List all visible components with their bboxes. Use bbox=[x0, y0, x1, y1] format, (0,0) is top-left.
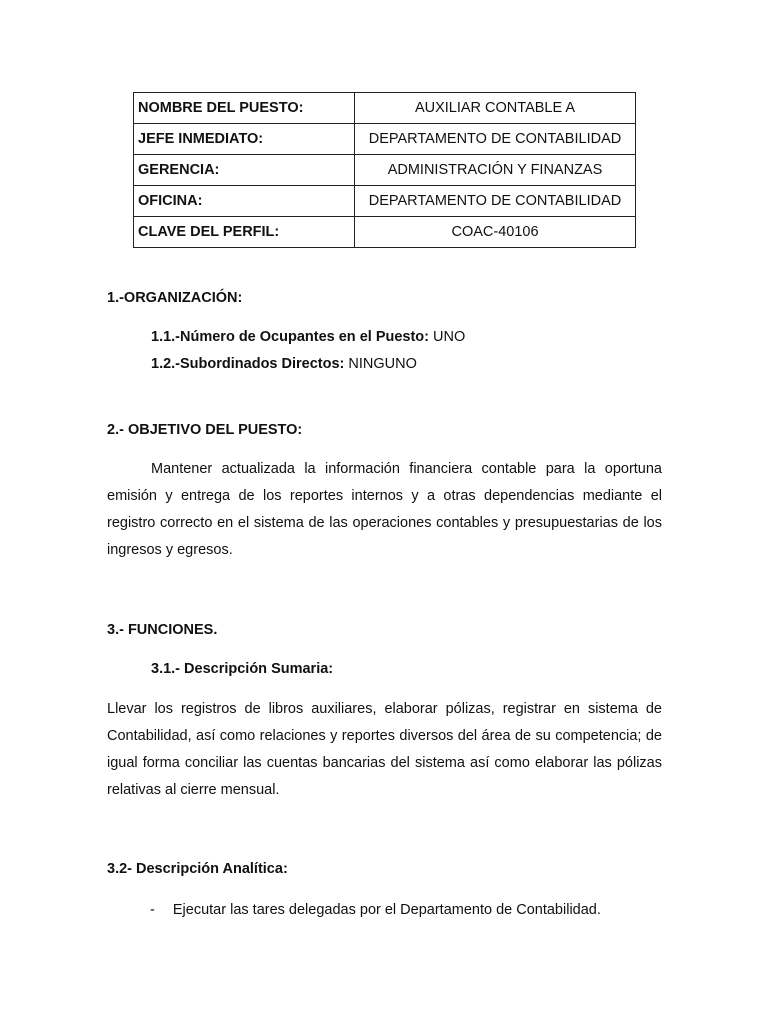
table-row bbox=[134, 124, 636, 155]
table-value-cell: ADMINISTRACIÓN Y FINANZAS bbox=[355, 155, 636, 186]
section-heading-organizacion: 1.-ORGANIZACIÓN: bbox=[107, 290, 243, 306]
summary-paragraph: Llevar los registros de libros auxiliares, elaborar pólizas, registrar en sistema de Contabilidad, así como relaciones y reportes diversos del área de su competencia; de igual forma conciliar las cuentas bancarias del sistema así como elaborar las pólizas relativas al cierre mensual. bbox=[107, 701, 662, 798]
table-label-cell: JEFE INMEDIATO: bbox=[134, 124, 355, 155]
subordinates-line bbox=[151, 356, 417, 372]
job-profile-table bbox=[133, 92, 636, 248]
subordinates-label: 1.2.-Subordinados Directos: bbox=[151, 356, 345, 372]
table-row bbox=[134, 217, 636, 248]
subsection-heading-sumaria: 3.1.- Descripción Sumaria: bbox=[151, 661, 334, 677]
objective-paragraph: Mantener actualizada la información financiera contable para la oportuna emisión y entrega de los reportes internos y a otras dependencias mediante el registro correcto en el sistema de las operaciones contables y presupuestarias de los ingresos y egresos. bbox=[107, 461, 662, 558]
list-bullet-dash: - bbox=[150, 902, 155, 918]
occupants-value: UNO bbox=[429, 329, 466, 345]
table-row bbox=[134, 186, 636, 217]
occupants-line bbox=[151, 329, 465, 345]
table-value-cell: DEPARTAMENTO DE CONTABILIDAD bbox=[355, 124, 636, 155]
section-heading-funciones: 3.- FUNCIONES. bbox=[107, 622, 218, 638]
table-label-cell: OFICINA: bbox=[134, 186, 355, 217]
table-row bbox=[134, 155, 636, 186]
table-value-cell: COAC-40106 bbox=[355, 217, 636, 248]
section-heading-objetivo: 2.- OBJETIVO DEL PUESTO: bbox=[107, 422, 303, 438]
table-label-cell: CLAVE DEL PERFIL: bbox=[134, 217, 355, 248]
list-item-text: Ejecutar las tares delegadas por el Departamento de Contabilidad. bbox=[172, 902, 601, 918]
occupants-label: 1.1.-Número de Ocupantes en el Puesto: bbox=[151, 329, 429, 345]
table-value-cell: AUXILIAR CONTABLE A bbox=[355, 93, 636, 124]
table-row bbox=[134, 93, 636, 124]
table-label-cell: GERENCIA: bbox=[134, 155, 355, 186]
table-label-cell: NOMBRE DEL PUESTO: bbox=[134, 93, 355, 124]
subsection-heading-analitica: 3.2- Descripción Analítica: bbox=[107, 861, 288, 877]
list-item bbox=[150, 902, 601, 918]
table-value-cell: DEPARTAMENTO DE CONTABILIDAD bbox=[355, 186, 636, 217]
subordinates-value: NINGUNO bbox=[344, 356, 417, 372]
